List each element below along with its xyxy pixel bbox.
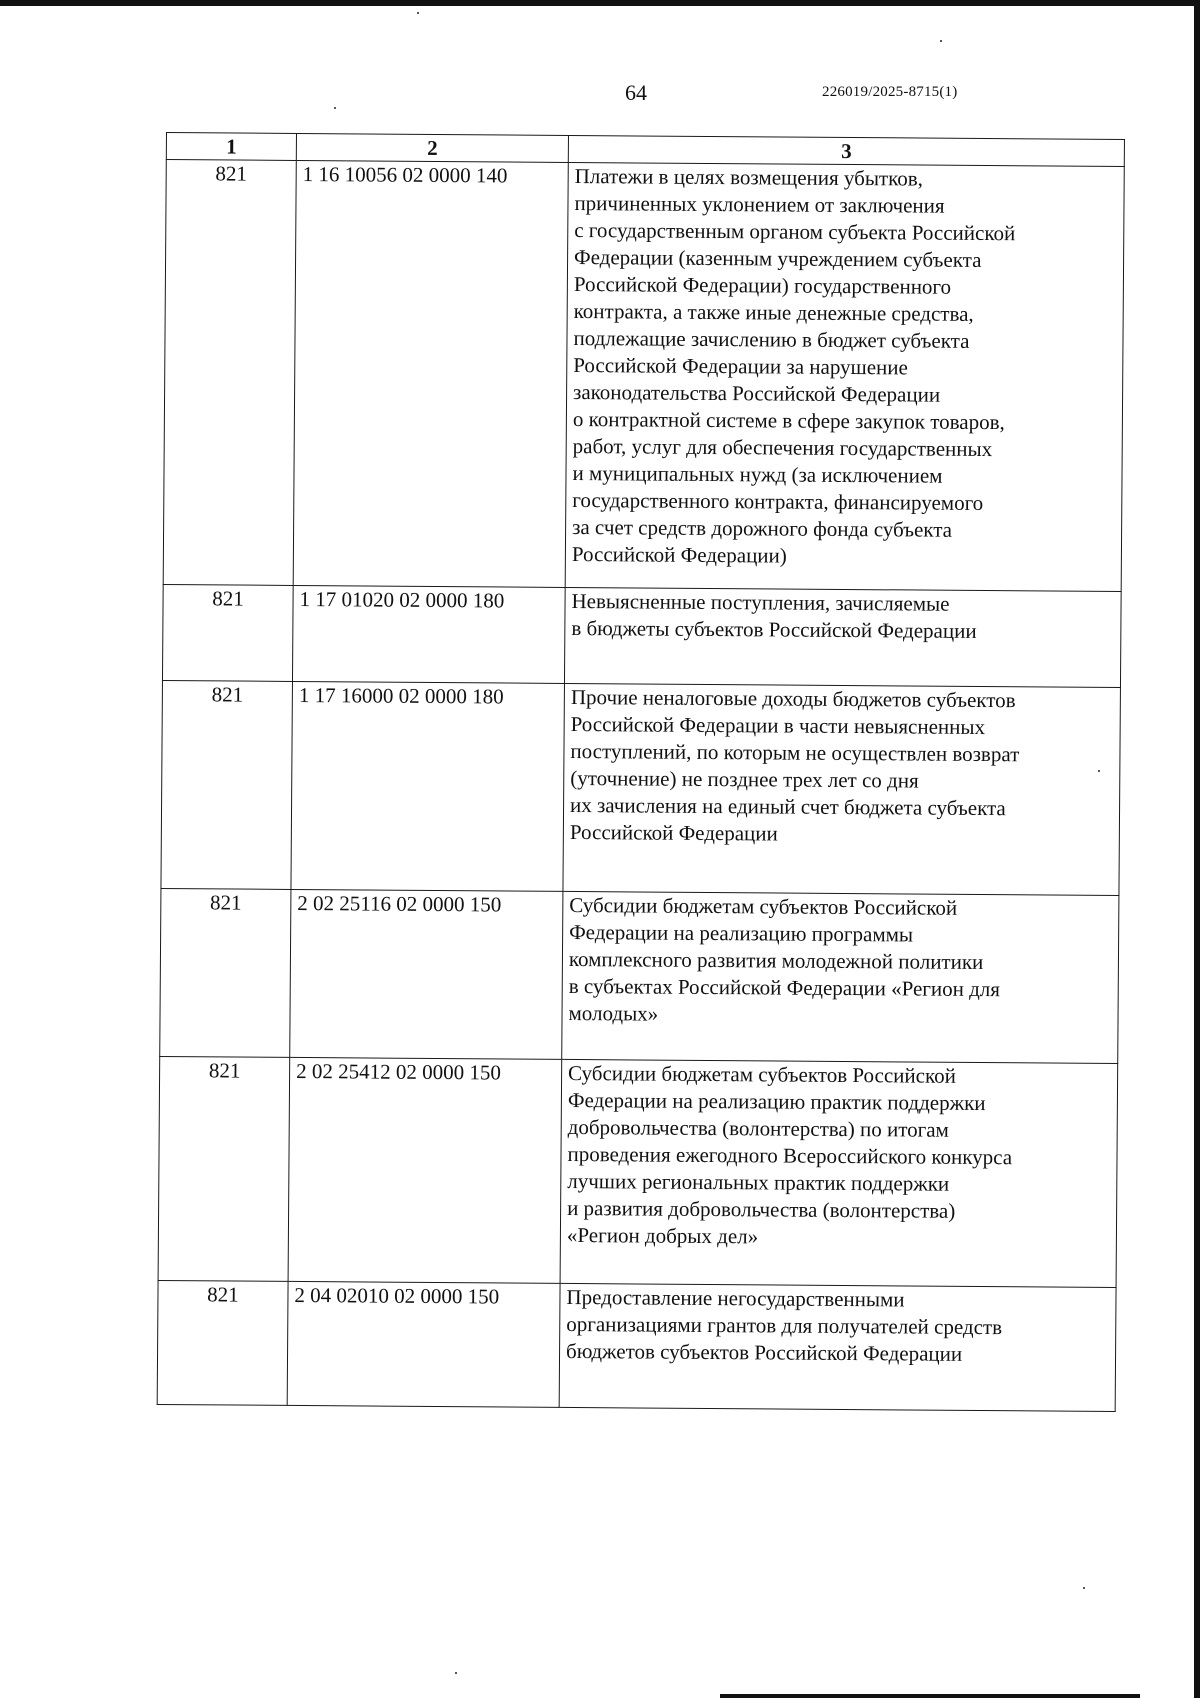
admin-code-cell: 821 <box>162 584 293 681</box>
scan-speck <box>1083 1587 1085 1589</box>
column-header-1: 1 <box>166 133 296 161</box>
document-id: 226019/2025-8715(1) <box>822 84 958 100</box>
kbk-code-cell: 1 17 16000 02 0000 180 <box>291 681 565 891</box>
table-row <box>161 680 1120 895</box>
page-number: 64 <box>625 80 647 105</box>
description-cell: Невыясненные поступления, зачисляемые в бюджеты субъектов Российской Федерации <box>564 587 1121 687</box>
description-cell: Предоставление негосударственными организациями грантов для получателей средств бюджетов субъектов Российской Федерации <box>559 1283 1116 1411</box>
column-header-3: 3 <box>568 135 1124 166</box>
kbk-code-cell: 2 04 02010 02 0000 150 <box>287 1281 560 1407</box>
admin-code-cell: 821 <box>163 160 296 586</box>
kbk-code-cell: 2 02 25116 02 0000 150 <box>290 889 563 1059</box>
kbk-code-cell: 2 02 25412 02 0000 150 <box>288 1057 562 1283</box>
admin-code-cell: 821 <box>158 1056 290 1281</box>
kbk-code-cell: 1 17 01020 02 0000 180 <box>292 585 565 683</box>
scan-border-bottom <box>720 1694 1140 1698</box>
budget-codes-table <box>157 132 1125 1412</box>
admin-code-cell: 821 <box>157 1280 288 1405</box>
table-container <box>157 132 1124 1412</box>
kbk-code-cell: 1 16 10056 02 0000 140 <box>293 160 568 587</box>
description-cell: Субсидии бюджетам субъектов Российской Федерации на реализацию программы комплексного развития молодежной политики в субъектах Российской Федерации «Регион для молодых» <box>562 891 1119 1063</box>
scan-speck <box>455 1672 457 1674</box>
admin-code-cell: 821 <box>160 888 291 1057</box>
admin-code-cell: 821 <box>161 680 293 889</box>
scan-border-top <box>0 0 1200 6</box>
table-row <box>160 888 1119 1063</box>
scan-border-right <box>1194 0 1200 1698</box>
column-header-2: 2 <box>296 133 568 162</box>
scan-speck <box>334 107 336 109</box>
description-cell: Платежи в целях возмещения убытков, причиненных уклонением от заключения с государственным органом субъекта Российской Федерации (казенным учреждением субъекта Российской Федерации) государственного контракта, а также иные денежные средства, подлежащие зачислению в бюджет субъекта Российской Федерации за нарушение законодательства Российской Федерации о контрактной системе в сфере закупок товаров, работ, услуг для обеспечения государственных и муниципальных нужд (за исключением государственного контракта, финансируемого за счет средств дорожного фонда субъекта Российской Федерации) <box>565 162 1124 591</box>
scan-speck <box>417 12 419 14</box>
scan-speck <box>940 40 942 42</box>
description-cell: Прочие неналоговые доходы бюджетов субъектов Российской Федерации в части невыясненных поступлений, по которым не осуществлен возврат (уточнение) не позднее трех лет со дня их зачисления на единый счет бюджета субъекта Российской Федерации <box>563 683 1121 895</box>
table-row <box>162 584 1121 687</box>
table-row <box>158 1056 1118 1287</box>
table-row <box>163 160 1124 592</box>
table-row <box>157 1280 1116 1411</box>
description-cell: Субсидии бюджетам субъектов Российской Федерации на реализацию практик поддержки добровольчества (волонтерства) по итогам проведения ежегодного Всероссийского конкурса лучших региональных практик поддержки и развития добровольчества (волонтерства) «Регион добрых дел» <box>560 1059 1118 1287</box>
